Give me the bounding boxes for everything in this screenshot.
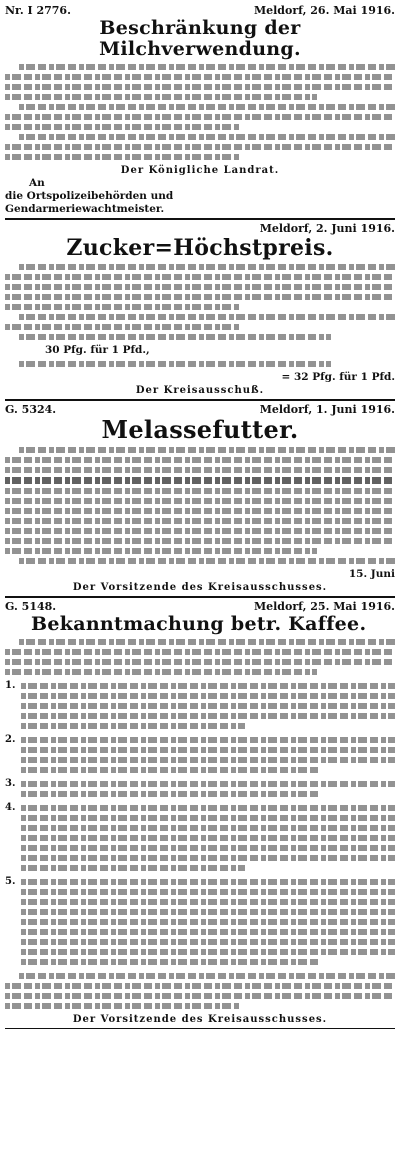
list-number: 2. [5, 734, 16, 746]
list-number: 1. [5, 680, 16, 692]
section1-addressee-2: die Ortspolizeibehörden und [5, 189, 174, 202]
section1-signature: Der Königliche Landrat. [120, 164, 280, 176]
section2-title: Zucker=Höchstpreis. [66, 234, 334, 261]
section4-intro [5, 639, 395, 675]
list-number: 4. [5, 802, 16, 814]
section4-title: Bekanntmachung betr. Kaffee. [31, 613, 367, 636]
section2-price2: = 32 Pfg. für 1 Pfd. [281, 370, 395, 383]
list-item [5, 801, 395, 875]
section1-meta [5, 4, 395, 18]
list-number: 3. [5, 778, 16, 790]
section2-price1: 30 Pfg. für 1 Pfd., [45, 343, 150, 356]
list-item [5, 777, 395, 801]
section2-dateline: Meldorf, 2. Juni 1916. [259, 221, 395, 235]
section1-ref: Nr. I 2776. [5, 4, 71, 17]
section1-body [5, 64, 395, 160]
section4-dateline: Meldorf, 25. Mai 1916. [253, 600, 395, 614]
section3-dateline: Meldorf, 1. Juni 1916. [259, 402, 395, 416]
section1-dateline: Meldorf, 26. Mai 1916. [253, 4, 395, 17]
divider [5, 596, 395, 598]
section3-title: Melassefutter. [101, 414, 299, 444]
section4-ref: G. 5148. [5, 600, 57, 614]
list-number: 5. [5, 876, 16, 888]
list-item [5, 733, 395, 777]
section2-meta [5, 222, 395, 236]
section3-body [5, 447, 395, 564]
section3-deadline: 15. Juni [348, 568, 395, 581]
section2-body [5, 264, 395, 340]
section4-meta [5, 600, 395, 614]
section2-signature: Der Kreisausschuß. [135, 384, 265, 396]
section4-signature: Der Vorsitzende des Kreisausschusses. [72, 1014, 328, 1026]
section4-closing [5, 973, 395, 1009]
section1-title: Beschränkung der Milchverwendung. [99, 17, 301, 60]
divider [5, 1028, 395, 1029]
list-item [5, 679, 395, 733]
section3-ref: G. 5324. [5, 402, 57, 416]
section1-addressee-1: An [29, 176, 45, 189]
section3-signature: Der Vorsitzende des Kreisausschusses. [72, 582, 328, 594]
section1-addressee-3: Gendarmeriewachtmeister. [5, 202, 165, 215]
list-item [5, 875, 395, 969]
divider [5, 218, 395, 220]
divider [5, 399, 395, 401]
